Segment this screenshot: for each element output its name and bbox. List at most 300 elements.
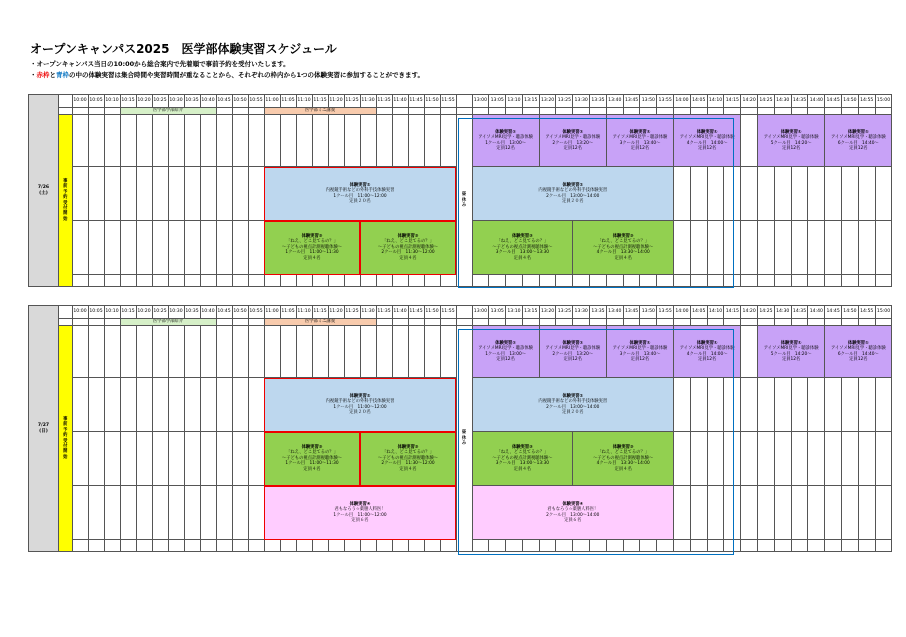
am-empty-cell — [280, 326, 296, 378]
program-1-line-0: 体験実習① — [495, 340, 516, 346]
time-slot: 11:35 — [376, 95, 392, 108]
am-empty-cell — [248, 115, 264, 167]
am-empty-cell — [104, 486, 120, 540]
program-3-line-2: ～子どもの視点計測視聴体験～ — [377, 455, 439, 461]
am-empty-cell — [408, 540, 424, 552]
pm-empty-cell — [875, 378, 892, 432]
label-empty-cell — [376, 108, 392, 115]
program-3-line-3: 4クール目 13:30～14:00 — [596, 461, 650, 467]
pm-empty-cell — [690, 167, 707, 221]
program-3-line-3: 2クール目 11:30～12:00 — [381, 461, 435, 467]
program-2-pm — [472, 378, 674, 432]
note-line-2: ・赤枠と青枠の中の体験実習は集合時間や実習時間が重なることから、それぞれの枠内から1つの体験実習に参加することができます。 — [30, 71, 425, 79]
lunch-break-cell — [456, 326, 472, 552]
time-slot: 10:25 — [152, 306, 168, 319]
am-empty-cell — [264, 540, 280, 552]
program-3-line-2: ～子どもの視点計測視聴体験～ — [281, 244, 343, 250]
lunch-char: 休 — [461, 435, 467, 441]
time-slot: 11:40 — [392, 95, 408, 108]
program-4-pm-line-3: 定員６名 — [564, 517, 582, 523]
time-slot: 10:35 — [184, 95, 200, 108]
program-1-line-1: アイソメMRI見学・聴診体験 — [612, 135, 668, 141]
am-empty-cell — [104, 221, 120, 275]
program-4-am — [264, 486, 456, 540]
pm-gap-empty-cell — [741, 115, 758, 167]
time-slot: 11:05 — [280, 95, 296, 108]
program-1-line-2: 1クール目 13:00～ — [485, 140, 526, 146]
pm-empty-cell — [858, 221, 875, 275]
label-empty-cell — [724, 319, 741, 326]
am-empty-cell — [152, 378, 168, 432]
program-1-line-2: 2クール目 13:20～ — [552, 351, 594, 357]
pm-empty-cell — [741, 221, 758, 275]
program-3-cool-4 — [573, 221, 674, 275]
note-line-1: ・オープンキャンパス当日の10:00から総合案内で先着順で事前予約を受付いたします。 — [30, 60, 290, 68]
am-empty-cell — [72, 167, 88, 221]
label-empty-cell — [392, 319, 408, 326]
program-4-pm-line-1: 君もなろう☆薬膳人料医！ — [547, 507, 599, 513]
pm-empty-cell — [808, 432, 825, 486]
pm-gap-empty-cell — [741, 326, 758, 378]
pm-empty-cell — [808, 486, 825, 540]
program-4-am-line-1: 君もなろう☆薬膳人料医！ — [334, 507, 386, 513]
program-3-line-0: 体験実習③ — [301, 445, 323, 451]
am-empty-cell — [392, 326, 408, 378]
label-empty-cell — [791, 319, 808, 326]
time-slot: 10:25 — [152, 95, 168, 108]
program-2-pm-line-2: 2クール目 13:00～14:00 — [546, 404, 600, 410]
pm-empty-cell — [808, 221, 825, 275]
program-1-cool-4 — [674, 115, 741, 167]
program-3-line-1: 「ねえ、どこ見てるの？」 — [286, 239, 338, 245]
program-4-am-line-0: 体験実習④ — [349, 501, 371, 507]
header-blank — [59, 306, 73, 319]
am-empty-cell — [104, 326, 120, 378]
label-empty-cell — [842, 108, 859, 115]
pm-empty-cell — [489, 275, 506, 287]
time-slot: 13:50 — [640, 306, 657, 319]
label-empty-cell — [707, 108, 724, 115]
time-slot: 14:55 — [858, 306, 875, 319]
intro-label: 医学部学部紹介 — [120, 319, 216, 326]
time-slot: 10:20 — [136, 95, 152, 108]
am-empty-cell — [232, 378, 248, 432]
label-empty-cell — [72, 319, 88, 326]
program-1-line-1: アイソメMRI見学・聴診体験 — [478, 135, 533, 141]
label-empty-cell — [657, 319, 674, 326]
pm-empty-cell — [657, 275, 674, 287]
time-slot: 14:45 — [825, 306, 842, 319]
pm-empty-cell — [472, 540, 489, 552]
pm-empty-cell — [858, 540, 875, 552]
pm-empty-cell — [758, 432, 775, 486]
am-empty-cell — [344, 115, 360, 167]
am-empty-cell — [216, 275, 232, 287]
pm-empty-cell — [522, 275, 539, 287]
time-slot: 11:15 — [312, 306, 328, 319]
label-empty-cell — [424, 108, 440, 115]
time-slot: 14:25 — [758, 95, 775, 108]
program-3-line-1: 「ねえ、どこ見てるの？」 — [382, 450, 434, 456]
pm-empty-cell — [842, 167, 859, 221]
label-empty-cell — [606, 319, 623, 326]
program-2-pm-line-0: 体験実習② — [562, 393, 584, 399]
program-1-line-3: 定員12名 — [697, 145, 717, 151]
program-1-line-2: 3クール目 13:40～ — [619, 351, 661, 357]
pm-empty-cell — [758, 275, 775, 287]
label-empty-cell — [104, 319, 120, 326]
am-empty-cell — [216, 167, 232, 221]
pm-empty-cell — [774, 275, 791, 287]
am-empty-cell — [152, 326, 168, 378]
program-1-line-3: 定員12名 — [496, 356, 515, 362]
time-slot: 11:55 — [440, 306, 456, 319]
label-empty-cell — [489, 108, 506, 115]
am-empty-cell — [168, 115, 184, 167]
program-1-line-2: 4クール目 14:00～ — [686, 140, 728, 146]
am-empty-cell — [392, 540, 408, 552]
am-empty-cell — [392, 115, 408, 167]
pm-empty-cell — [758, 221, 775, 275]
program-3-line-1: 「ねえ、どこ見てるの？」 — [597, 239, 650, 245]
time-slot: 11:15 — [312, 95, 328, 108]
am-empty-cell — [232, 540, 248, 552]
label-empty-cell — [104, 108, 120, 115]
lunch-char: み — [461, 441, 467, 447]
date-text: 7/26 — [37, 184, 50, 190]
label-empty-cell — [248, 319, 264, 326]
pm-empty-cell — [842, 486, 859, 540]
program-1-cool-3 — [606, 115, 673, 167]
am-empty-cell — [216, 540, 232, 552]
pm-empty-cell — [573, 275, 590, 287]
am-empty-cell — [248, 221, 264, 275]
program-1-line-1: アイソメMRI見学・聴診体験 — [830, 135, 886, 141]
pm-empty-cell — [690, 221, 707, 275]
time-slot: 13:00 — [472, 95, 489, 108]
program-3-line-4: 定員４名 — [513, 255, 531, 261]
label-empty-cell — [791, 108, 808, 115]
am-empty-cell — [88, 115, 104, 167]
pm-empty-cell — [707, 221, 724, 275]
am-empty-cell — [120, 432, 136, 486]
pm-empty-cell — [674, 486, 691, 540]
pm-empty-cell — [674, 275, 691, 287]
program-3-line-4: 定員４名 — [399, 255, 417, 261]
label-empty-cell — [858, 319, 875, 326]
program-1-line-1: アイソメMRI見学・聴診体験 — [763, 346, 819, 352]
program-2-am-line-3: 定員２０名 — [349, 409, 371, 415]
am-empty-cell — [200, 167, 216, 221]
pm-empty-cell — [707, 378, 724, 432]
label-empty-cell — [408, 319, 424, 326]
program-1-line-0: 体験実習① — [696, 129, 718, 135]
am-empty-cell — [152, 115, 168, 167]
program-1-line-0: 体験実習① — [629, 129, 651, 135]
label-empty-cell — [741, 319, 758, 326]
program-1-cool-5 — [758, 326, 825, 378]
pm-empty-cell — [640, 275, 657, 287]
pm-empty-cell — [640, 540, 657, 552]
program-3-line-0: 体験実習③ — [612, 234, 634, 240]
reservation-char: 付 — [63, 443, 68, 449]
time-slot: 14:15 — [724, 306, 741, 319]
label-empty-cell — [408, 108, 424, 115]
am-empty-cell — [440, 275, 456, 287]
pm-empty-cell — [842, 275, 859, 287]
pm-empty-cell — [842, 221, 859, 275]
reservation-char: 付 — [63, 205, 68, 211]
lunch-char: み — [461, 203, 467, 209]
reservation-char: 受 — [63, 200, 68, 206]
program-3-line-4: 定員４名 — [303, 466, 321, 472]
am-empty-cell — [248, 326, 264, 378]
program-1-line-2: 1クール目 13:00～ — [485, 351, 526, 357]
time-header-row — [29, 306, 892, 319]
time-slot: 13:25 — [556, 306, 573, 319]
am-empty-cell — [72, 486, 88, 540]
am-empty-cell — [360, 326, 376, 378]
am-empty-cell — [72, 275, 88, 287]
am-empty-cell — [184, 275, 200, 287]
am-empty-cell — [168, 167, 184, 221]
pm-empty-cell — [590, 275, 607, 287]
program-3-cool-2 — [360, 432, 456, 486]
time-slot: 14:25 — [758, 306, 775, 319]
program-1-line-1: アイソメMRI見学・聴診体験 — [478, 346, 533, 352]
program-1-line-1: アイソメMRI見学・聴診体験 — [679, 135, 735, 141]
header-blank — [456, 95, 472, 108]
program-1-line-2: 3クール目 13:40～ — [619, 140, 661, 146]
program-3-line-1: 「ねえ、どこ見てるの？」 — [597, 450, 650, 456]
label-empty-cell — [376, 319, 392, 326]
label-empty-cell — [774, 319, 791, 326]
am-empty-cell — [168, 221, 184, 275]
label-empty-cell — [472, 108, 489, 115]
pm-empty-cell — [506, 275, 523, 287]
time-slot: 13:25 — [556, 95, 573, 108]
am-empty-cell — [88, 432, 104, 486]
program-4-am-line-3: 定員６名 — [351, 517, 369, 523]
program-3-line-0: 体験実習③ — [511, 234, 533, 240]
label-empty-cell — [72, 108, 88, 115]
pm-empty-cell — [774, 486, 791, 540]
program-3-cool-1 — [264, 432, 360, 486]
program-3-cool-4 — [573, 432, 674, 486]
program-3-line-2: ～子どもの視点計測視聴体験～ — [281, 455, 343, 461]
label-empty-cell — [758, 319, 775, 326]
am-empty-cell — [72, 326, 88, 378]
time-slot: 14:55 — [858, 95, 875, 108]
am-empty-cell — [248, 378, 264, 432]
program-1-line-3: 定員12名 — [630, 356, 650, 362]
time-slot: 11:50 — [424, 306, 440, 319]
program-1-line-3: 定員12名 — [781, 356, 801, 362]
pm-empty-cell — [539, 275, 556, 287]
pm-empty-cell — [707, 167, 724, 221]
pm-empty-cell — [858, 432, 875, 486]
program-1-line-3: 定員12名 — [563, 145, 582, 151]
program-3-line-0: 体験実習③ — [397, 445, 419, 451]
am-empty-cell — [120, 326, 136, 378]
am-empty-cell — [216, 115, 232, 167]
time-slot: 14:50 — [842, 95, 859, 108]
pm-empty-cell — [690, 432, 707, 486]
pm-empty-cell — [875, 486, 892, 540]
label-empty-cell — [472, 319, 489, 326]
red-frame-word: 赤枠 — [36, 71, 50, 79]
pm-empty-cell — [741, 378, 758, 432]
program-4-pm-line-0: 体験実習④ — [562, 501, 584, 507]
time-slot: 13:10 — [506, 306, 523, 319]
reservation-char: 始 — [63, 454, 68, 460]
pm-empty-cell — [707, 432, 724, 486]
pm-empty-cell — [707, 486, 724, 540]
am-empty-cell — [408, 326, 424, 378]
program-3-line-2: ～子どもの視点計測視聴体験～ — [377, 244, 439, 250]
pm-empty-cell — [842, 540, 859, 552]
am-empty-cell — [424, 326, 440, 378]
time-slot: 10:05 — [88, 306, 104, 319]
program-1-line-0: 体験実習① — [495, 129, 516, 135]
label-empty-cell — [590, 108, 607, 115]
am-empty-cell — [312, 115, 328, 167]
am-empty-cell — [424, 275, 440, 287]
am-empty-cell — [344, 540, 360, 552]
program-2-am-line-2: 1クール目 11:00～12:00 — [333, 404, 387, 410]
program-3-line-2: ～子どもの視点計測視聴体験～ — [492, 244, 553, 250]
program-3-line-0: 体験実習③ — [511, 445, 533, 451]
program-2-pm-line-3: 定員２０名 — [562, 409, 584, 415]
label-empty-cell — [741, 108, 758, 115]
am-empty-cell — [184, 486, 200, 540]
pm-empty-cell — [690, 275, 707, 287]
time-slot: 10:15 — [120, 95, 136, 108]
am-empty-cell — [104, 378, 120, 432]
label-empty-cell — [440, 108, 456, 115]
am-empty-cell — [440, 540, 456, 552]
pm-empty-cell — [808, 378, 825, 432]
am-empty-cell — [136, 486, 152, 540]
am-empty-cell — [120, 486, 136, 540]
am-empty-cell — [344, 326, 360, 378]
time-slot: 14:35 — [791, 306, 808, 319]
mini-lecture-label: 医学部ミニ講義 — [264, 319, 376, 326]
time-slot: 10:20 — [136, 306, 152, 319]
am-empty-cell — [264, 275, 280, 287]
pm-empty-cell — [791, 432, 808, 486]
pm-empty-cell — [724, 540, 741, 552]
am-empty-cell — [168, 275, 184, 287]
timetable-1 — [28, 94, 892, 287]
program-row-purple — [29, 326, 892, 378]
am-empty-cell — [168, 540, 184, 552]
am-empty-cell — [440, 326, 456, 378]
program-3-line-3: 2クール目 11:30～12:00 — [381, 250, 435, 256]
pm-empty-cell — [774, 221, 791, 275]
time-slot: 10:10 — [104, 95, 120, 108]
program-3-line-4: 定員４名 — [303, 255, 321, 261]
program-1-cool-4 — [674, 326, 741, 378]
label-empty-cell — [808, 319, 825, 326]
time-slot: 13:30 — [573, 95, 590, 108]
time-slot: 11:20 — [328, 95, 344, 108]
am-empty-cell — [120, 378, 136, 432]
label-empty-cell — [573, 108, 590, 115]
am-empty-cell — [136, 326, 152, 378]
am-empty-cell — [248, 275, 264, 287]
program-4-pm-line-2: 2クール目 13:00～14:00 — [546, 512, 600, 518]
am-empty-cell — [200, 486, 216, 540]
program-3-line-4: 定員４名 — [614, 255, 632, 261]
am-empty-cell — [152, 167, 168, 221]
am-empty-cell — [392, 275, 408, 287]
header-blank — [456, 306, 472, 319]
program-1-cool-1 — [472, 115, 539, 167]
pm-empty-cell — [690, 540, 707, 552]
am-empty-cell — [120, 167, 136, 221]
reservation-char: 前 — [63, 422, 68, 428]
time-slot: 10:30 — [168, 95, 184, 108]
label-empty-cell — [707, 319, 724, 326]
am-empty-cell — [168, 378, 184, 432]
am-empty-cell — [408, 115, 424, 167]
am-empty-cell — [136, 378, 152, 432]
program-2-am-line-1: 内視鏡手術などの外科手技体験実習 — [325, 399, 395, 405]
program-3-cool-3 — [472, 432, 573, 486]
pm-empty-cell — [724, 275, 741, 287]
pm-empty-cell — [825, 486, 842, 540]
am-empty-cell — [88, 167, 104, 221]
am-empty-cell — [216, 486, 232, 540]
program-3-line-1: 「ねえ、どこ見てるの？」 — [496, 239, 549, 245]
am-empty-cell — [232, 167, 248, 221]
program-1-line-0: 体験実習① — [780, 129, 802, 135]
pm-empty-cell — [791, 378, 808, 432]
program-1-line-0: 体験実習① — [847, 340, 869, 346]
am-empty-cell — [200, 221, 216, 275]
label-empty-cell — [690, 319, 707, 326]
time-slot: 10:45 — [216, 95, 232, 108]
time-slot: 11:00 — [264, 95, 280, 108]
label-blank — [59, 108, 73, 115]
label-empty-cell — [724, 108, 741, 115]
program-1-cool-1 — [472, 326, 539, 378]
pm-empty-cell — [506, 540, 523, 552]
pm-empty-cell — [791, 221, 808, 275]
pm-empty-cell — [556, 540, 573, 552]
time-slot: 11:30 — [360, 95, 376, 108]
pm-empty-cell — [606, 275, 623, 287]
program-2-pm-line-2: 2クール目 13:00～14:00 — [546, 193, 600, 199]
label-blank — [59, 319, 73, 326]
label-empty-cell — [573, 319, 590, 326]
am-empty-cell — [168, 326, 184, 378]
program-2-pm — [472, 167, 674, 221]
time-slot: 10:45 — [216, 306, 232, 319]
am-empty-cell — [376, 115, 392, 167]
program-1-line-1: アイソメMRI見学・聴診体験 — [830, 346, 886, 352]
program-1-line-2: 5クール目 14:20～ — [770, 140, 812, 146]
pm-empty-cell — [791, 486, 808, 540]
time-slot: 10:30 — [168, 306, 184, 319]
label-empty-cell — [606, 108, 623, 115]
program-3-line-2: ～子どもの視点計測視聴体験～ — [593, 455, 654, 461]
reservation-char: 前 — [63, 184, 68, 190]
program-3-line-3: 3クール目 13:00～13:30 — [495, 461, 549, 467]
reservation-char: 事 — [63, 417, 68, 423]
label-blank — [456, 319, 472, 326]
